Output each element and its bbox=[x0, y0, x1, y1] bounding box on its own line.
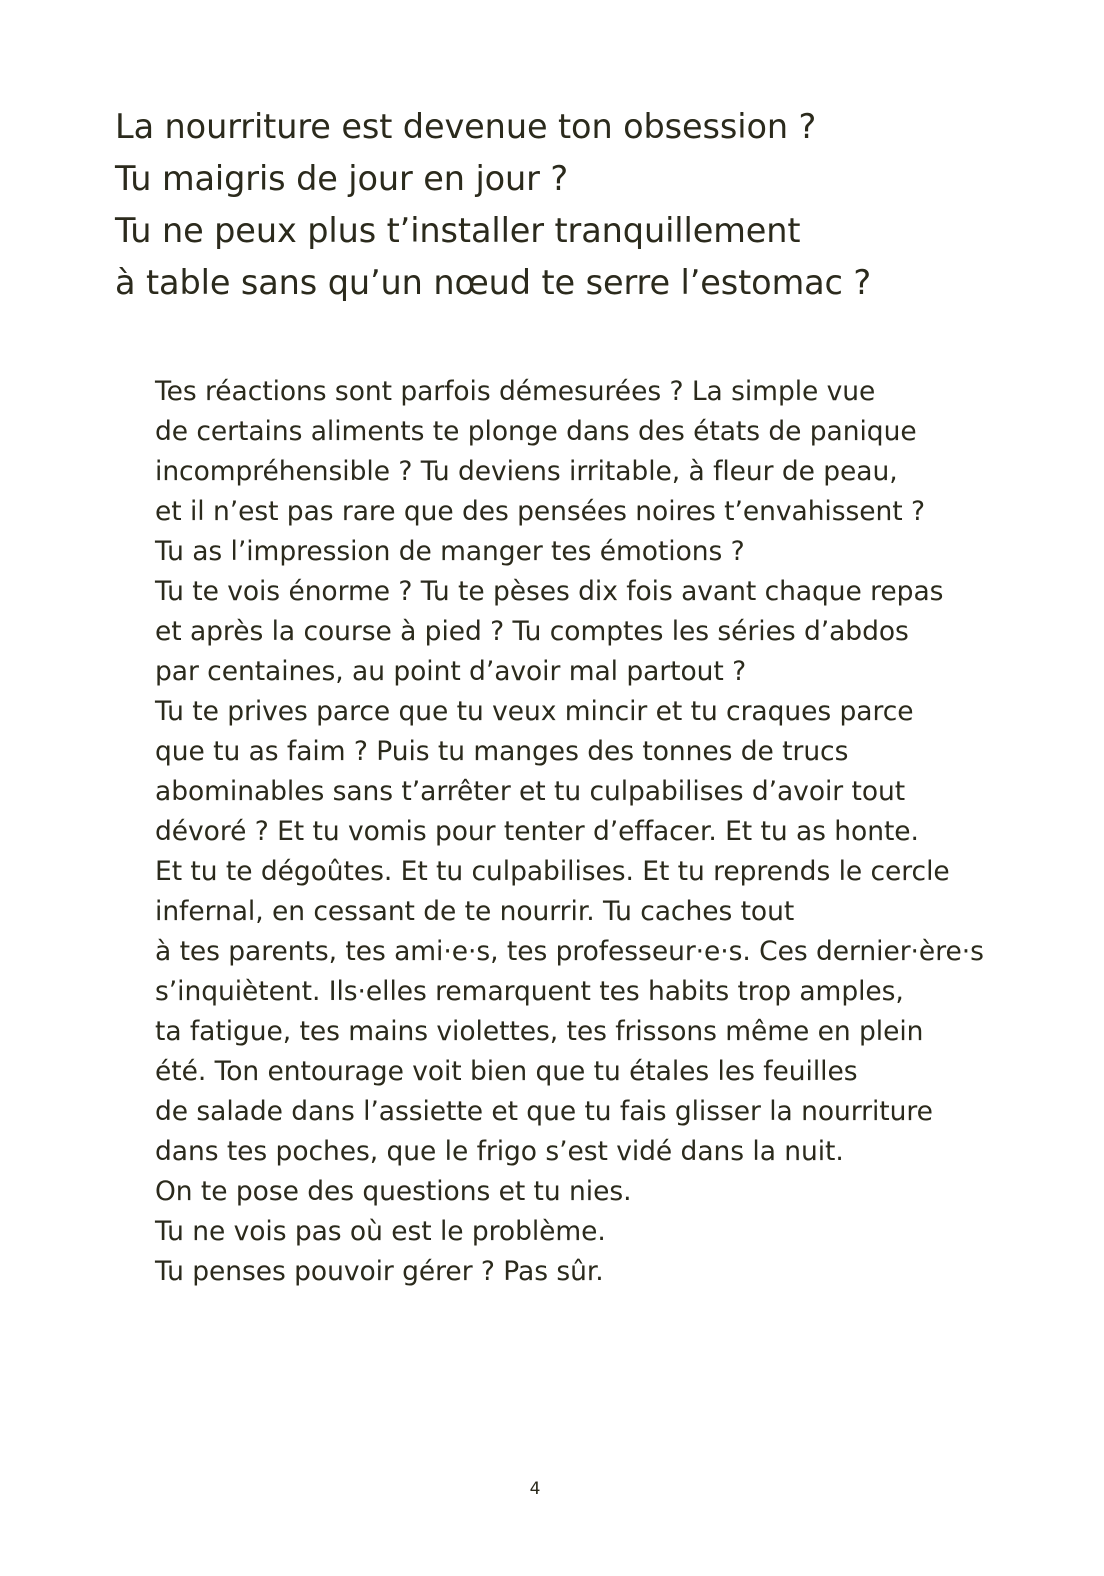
body-text bbox=[155, 372, 984, 1292]
body-line: Tes réactions sont parfois démesurées ? La simple vue bbox=[155, 376, 876, 407]
heading-line: Tu ne peux plus t’installer tranquillement bbox=[115, 211, 801, 250]
body-line: de salade dans l’assiette et que tu fais glisser la nourriture bbox=[155, 1096, 933, 1127]
heading-line: La nourriture est devenue ton obsession ? bbox=[115, 107, 817, 146]
body-line: et il n’est pas rare que des pensées noires t’envahissent ? bbox=[155, 496, 925, 527]
body-line: de certains aliments te plonge dans des états de panique bbox=[155, 416, 917, 447]
body-line: été. Ton entourage voit bien que tu étales les feuilles bbox=[155, 1056, 858, 1087]
body-line: Tu penses pouvoir gérer ? Pas sûr. bbox=[155, 1256, 604, 1287]
body-line: ta fatigue, tes mains violettes, tes frissons même en plein bbox=[155, 1016, 924, 1047]
body-line: On te pose des questions et tu nies. bbox=[155, 1176, 632, 1207]
body-line: Et tu te dégoûtes. Et tu culpabilises. Et tu reprends le cercle bbox=[155, 856, 950, 887]
body-line: infernal, en cessant de te nourrir. Tu caches tout bbox=[155, 896, 795, 927]
body-line: Tu te prives parce que tu veux mincir et tu craques parce bbox=[155, 696, 914, 727]
body-line: et après la course à pied ? Tu comptes les séries d’abdos bbox=[155, 616, 909, 647]
body-line: s’inquiètent. Ils·elles remarquent tes habits trop amples, bbox=[155, 976, 904, 1007]
body-line: à tes parents, tes ami·e·s, tes professeur·e·s. Ces dernier·ère·s bbox=[155, 936, 984, 967]
body-line: par centaines, au point d’avoir mal partout ? bbox=[155, 656, 747, 687]
page-heading bbox=[115, 101, 995, 309]
body-line: dans tes poches, que le frigo s’est vidé dans la nuit. bbox=[155, 1136, 844, 1167]
body-line: incompréhensible ? Tu deviens irritable, à fleur de peau, bbox=[155, 456, 898, 487]
heading-line: Tu maigris de jour en jour ? bbox=[115, 159, 569, 198]
body-line: Tu ne vois pas où est le problème. bbox=[155, 1216, 606, 1247]
heading-line: à table sans qu’un nœud te serre l’estomac ? bbox=[115, 263, 872, 302]
body-line: abominables sans t’arrêter et tu culpabilises d’avoir tout bbox=[155, 776, 906, 807]
body-line: Tu as l’impression de manger tes émotions ? bbox=[155, 536, 745, 567]
body-line: que tu as faim ? Puis tu manges des tonnes de trucs bbox=[155, 736, 849, 767]
body-line: Tu te vois énorme ? Tu te pèses dix fois avant chaque repas bbox=[155, 576, 944, 607]
body-line: dévoré ? Et tu vomis pour tenter d’effacer. Et tu as honte. bbox=[155, 816, 919, 847]
page-number: 4 bbox=[529, 1479, 541, 1499]
